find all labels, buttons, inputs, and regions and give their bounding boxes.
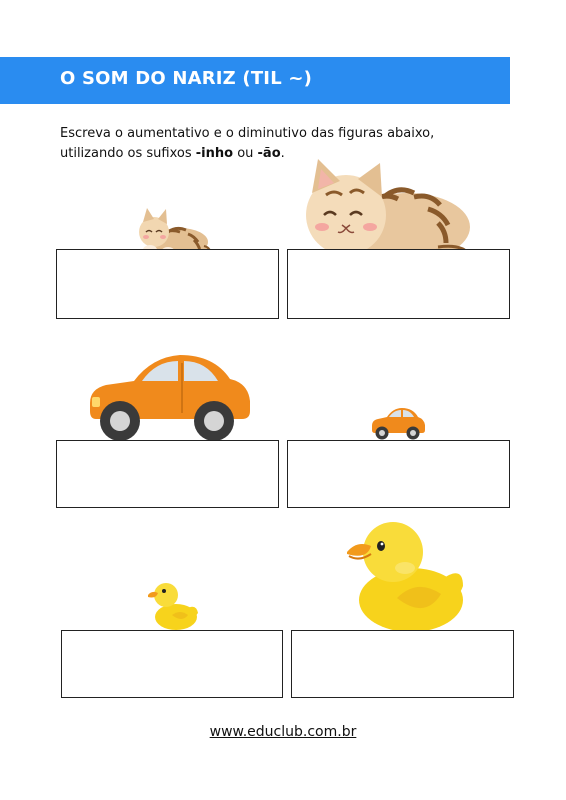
website-link[interactable]: www.educlub.com.br [209,724,357,740]
instructions-line: Escreva o aumentativo e o diminutivo das figuras abaixo, utilizando os sufixos [60,126,435,161]
small-car-image [370,406,426,442]
title-banner [0,57,510,104]
suffix-inho: -inho [195,146,234,161]
answer-box-big-duck[interactable] [291,630,514,698]
page-title: O SOM DO NARIZ (TIL ~) [60,68,313,89]
big-car-image [84,355,254,445]
instructions-end: . [280,146,285,161]
answer-box-big-car[interactable] [56,440,279,508]
answer-box-small-car[interactable] [287,440,510,508]
suffix-ao: -ão [257,146,281,161]
answer-box-small-duck[interactable] [61,630,283,698]
instructions-connector: ou [233,146,258,161]
answer-box-small-kitten[interactable] [56,249,279,319]
answer-box-big-kitten[interactable] [287,249,510,319]
small-duck-image [144,579,200,631]
big-duck-image [345,518,467,634]
